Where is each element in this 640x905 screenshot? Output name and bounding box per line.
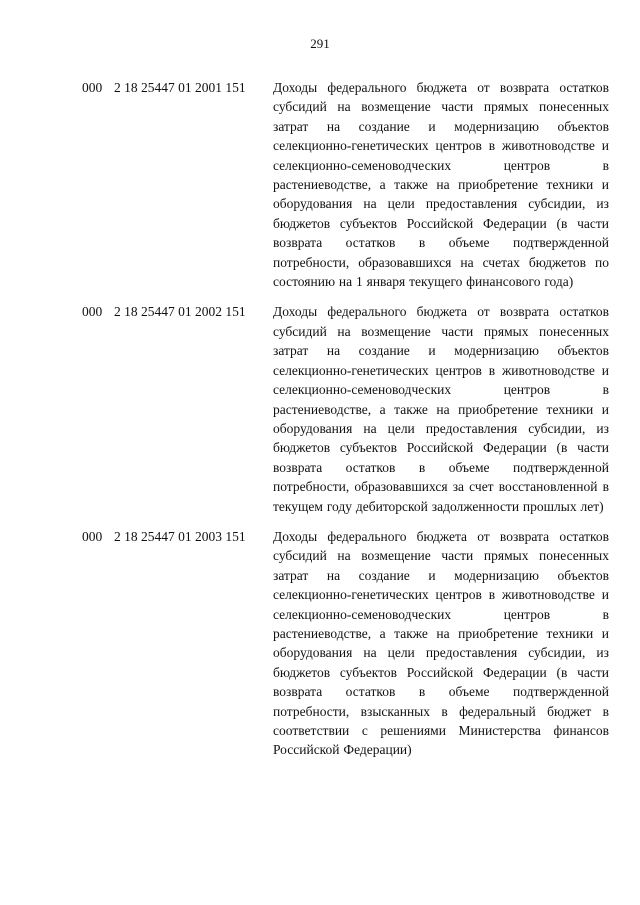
administrator-code: 000 — [82, 528, 103, 544]
budget-code-entry — [0, 302, 640, 515]
income-description: Доходы федерального бюджета от возврата остатков субсидий на возмещение части прямых понесенных затрат на создание и модернизацию объектов селекционно-генетических центров в животноводстве и селекционно-семеноводческих центров в растениеводстве, а также на приобретение техники и оборудования на цели предоставления субсидии, из бюджетов субъектов Российской Федерации (в части возврата остатков в объеме подтвержденной потребности, образовавшихся за счет восстановленной в текущем году дебиторской задолженности прошлых лет) — [273, 304, 609, 514]
budget-classification-code: 2 18 25447 01 2003 151 — [114, 528, 246, 544]
income-description: Доходы федерального бюджета от возврата остатков субсидий на возмещение части прямых понесенных затрат на создание и модернизацию объектов селекционно-генетических центров в животноводстве и селекционно-семеноводческих центров в растениеводстве, а также на приобретение техники и оборудования на цели предоставления субсидии, из бюджетов субъектов Российской Федерации (в части возврата остатков в объеме подтвержденной потребности, взысканных в федеральный бюджет в соответствии с решениями Министерства финансов Российской Федерации) — [273, 528, 609, 758]
budget-classification-code: 2 18 25447 01 2002 151 — [114, 304, 246, 320]
budget-code-list — [0, 78, 640, 771]
administrator-code: 000 — [82, 304, 103, 320]
income-description: Доходы федерального бюджета от возврата остатков субсидий на возмещение части прямых понесенных затрат на создание и модернизацию объектов селекционно-генетических центров в животноводстве и селекционно-семеноводческих центров в растениеводстве, а также на приобретение техники и оборудования на цели предоставления субсидии, из бюджетов субъектов Российской Федерации (в части возврата остатков в объеме подтвержденной потребности, образовавшихся на счетах бюджетов по состоянию на 1 января текущего финансового года) — [273, 80, 609, 290]
budget-code-entry — [0, 78, 640, 291]
administrator-code: 000 — [82, 80, 103, 95]
budget-code-entry — [0, 527, 640, 760]
page-number: 291 — [310, 36, 330, 51]
budget-classification-code: 2 18 25447 01 2001 151 — [114, 80, 246, 95]
